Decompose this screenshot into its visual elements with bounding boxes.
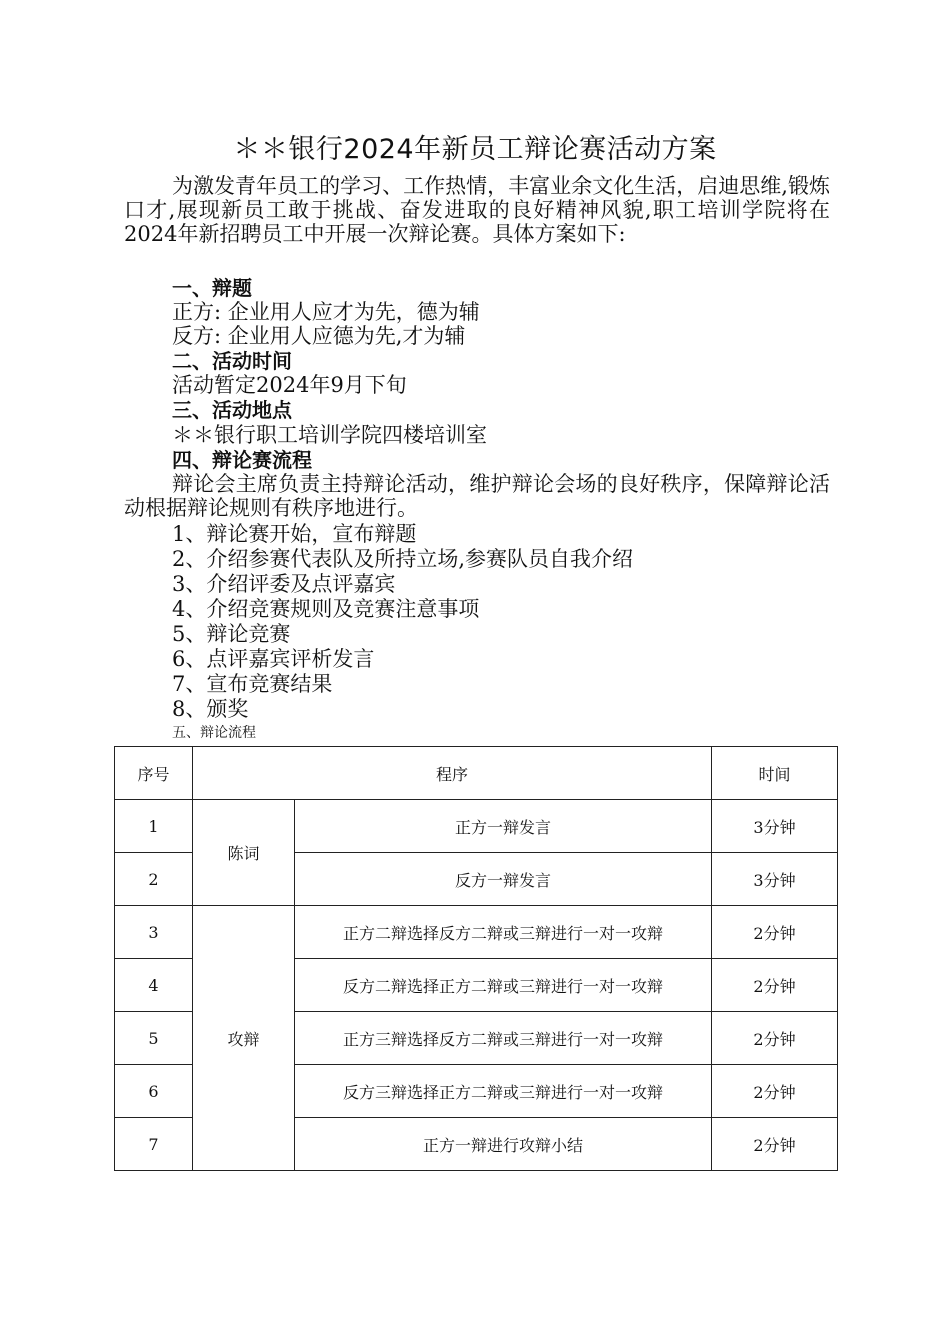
row-procedure: 反方一辩发言 <box>295 853 712 906</box>
debate-flow-table <box>114 746 838 1171</box>
row-time: 2分钟 <box>712 1118 838 1171</box>
row-time: 2分钟 <box>712 1065 838 1118</box>
table-row <box>115 800 838 853</box>
row-procedure: 反方二辩选择正方二辩或三辩进行一对一攻辩 <box>295 959 712 1012</box>
row-time: 3分钟 <box>712 800 838 853</box>
section-heading-process: 四、辩论赛流程 <box>172 448 312 472</box>
row-seq: 1 <box>115 800 193 853</box>
group-statement: 陈词 <box>193 800 295 906</box>
process-step: 5、辩论竞赛 <box>172 622 291 646</box>
row-seq: 2 <box>115 853 193 906</box>
row-seq: 4 <box>115 959 193 1012</box>
section-heading-time: 二、活动时间 <box>172 349 292 373</box>
process-step: 6、点评嘉宾评析发言 <box>172 647 375 671</box>
section-heading-venue: 三、活动地点 <box>172 398 292 422</box>
row-time: 2分钟 <box>712 906 838 959</box>
con-side-topic: 反方: 企业用人应德为先,才为辅 <box>172 324 466 348</box>
pro-side-topic: 正方: 企业用人应才为先，德为辅 <box>172 300 480 324</box>
process-step: 1、辩论赛开始，宣布辩题 <box>172 522 417 546</box>
table-row <box>115 906 838 959</box>
table-header-row <box>115 747 838 800</box>
row-procedure: 反方三辩选择正方二辩或三辩进行一对一攻辩 <box>295 1065 712 1118</box>
process-step: 4、介绍竞赛规则及竞赛注意事项 <box>172 597 480 621</box>
table-caption: 五、辩论流程 <box>172 725 256 741</box>
row-seq: 6 <box>115 1065 193 1118</box>
process-paragraph: 辩论会主席负责主持辩论活动，维护辩论会场的良好秩序，保障辩论活动根据辩论规则有秩序地进行。 <box>124 472 830 520</box>
row-seq: 3 <box>115 906 193 959</box>
intro-paragraph: 为激发青年员工的学习、工作热情，丰富业余文化生活，启迪思维,锻炼口才,展现新员工敢于挑战、奋发进取的良好精神风貌,职工培训学院将在2024年新招聘员工中开展一次辩论赛。具体方案如下: <box>124 174 830 246</box>
document-title: ＊＊银行2024年新员工辩论赛活动方案 <box>233 134 717 165</box>
process-step: 3、介绍评委及点评嘉宾 <box>172 572 396 596</box>
activity-time-text: 活动暂定2024年9月下旬 <box>172 373 407 397</box>
group-cross-exam: 攻辩 <box>193 906 295 1171</box>
row-seq: 5 <box>115 1012 193 1065</box>
header-procedure: 程序 <box>193 747 712 800</box>
header-seq: 序号 <box>115 747 193 800</box>
process-step: 7、宣布竞赛结果 <box>172 672 333 696</box>
row-time: 2分钟 <box>712 1012 838 1065</box>
activity-venue-text: ＊＊银行职工培训学院四楼培训室 <box>172 423 487 447</box>
process-step: 2、介绍参赛代表队及所持立场,参赛队员自我介绍 <box>172 547 634 571</box>
row-procedure: 正方二辩选择反方二辩或三辩进行一对一攻辩 <box>295 906 712 959</box>
header-time: 时间 <box>712 747 838 800</box>
row-procedure: 正方一辩进行攻辩小结 <box>295 1118 712 1171</box>
section-heading-topic: 一、辩题 <box>172 276 252 300</box>
process-step: 8、颁奖 <box>172 697 249 721</box>
row-procedure: 正方三辩选择反方二辩或三辩进行一对一攻辩 <box>295 1012 712 1065</box>
row-time: 3分钟 <box>712 853 838 906</box>
row-seq: 7 <box>115 1118 193 1171</box>
row-time: 2分钟 <box>712 959 838 1012</box>
row-procedure: 正方一辩发言 <box>295 800 712 853</box>
